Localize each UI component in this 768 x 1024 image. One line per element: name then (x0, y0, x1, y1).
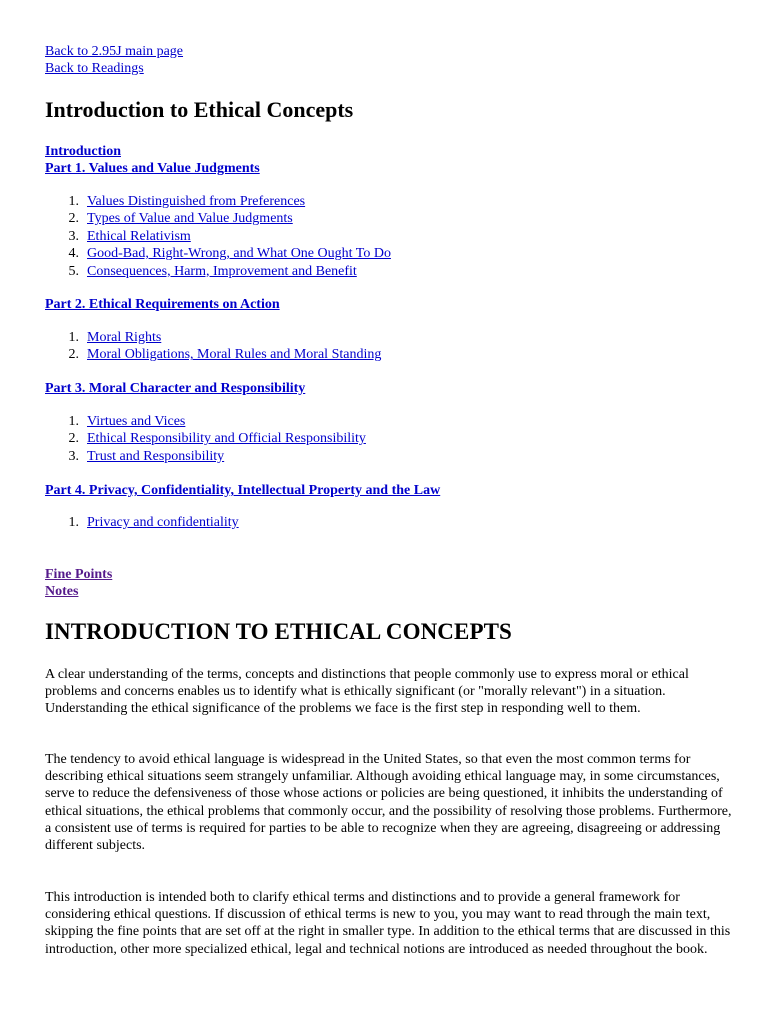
list-item: 4. Good-Bad, Right-Wrong, and What One Ought To Do (68, 246, 391, 262)
article-paragraph-1: A clear understanding of the terms, concepts and distinctions that people commonly use to express moral or ethical problems and concerns enables us to identify what is ethically significant (or "morally relevant") in a situation. Understanding the ethical significance of the problems we face is the first step in responding well to them. (45, 667, 689, 717)
toc-title: Introduction to Ethical Concepts (45, 97, 354, 122)
toc-link-moral-rights[interactable]: Moral Rights (87, 330, 162, 345)
list-item: 1. Virtues and Vices (68, 414, 186, 429)
list-item: 2. Ethical Responsibility and Official Responsibility (68, 431, 366, 447)
toc-link-ethical-responsibility[interactable]: Ethical Responsibility and Official Responsibility (87, 431, 366, 447)
list-item: 1. Privacy and confidentiality (68, 515, 239, 530)
toc-part3-list (45, 413, 366, 465)
toc-part1-list (45, 193, 391, 280)
notes-link[interactable]: Notes (45, 584, 79, 599)
toc-part4-list (45, 514, 239, 531)
toc-link-good-bad[interactable]: Good-Bad, Right-Wrong, and What One Ought To Do (87, 246, 391, 262)
toc-link-part4[interactable]: Part 4. Privacy, Confidentiality, Intellectual Property and the Law (45, 483, 441, 498)
toc-link-values-preferences[interactable]: Values Distinguished from Preferences (87, 194, 306, 209)
toc-link-consequences[interactable]: Consequences, Harm, Improvement and Benefit (87, 263, 357, 279)
toc-link-moral-obligations[interactable]: Moral Obligations, Moral Rules and Moral Standing (87, 347, 382, 363)
list-item: 1. Moral Rights (68, 330, 162, 345)
list-item: 5. Consequences, Harm, Improvement and Benefit (68, 263, 357, 279)
toc-link-ethical-relativism[interactable]: Ethical Relativism (87, 228, 191, 244)
list-item: 2. Types of Value and Value Judgments (68, 211, 293, 227)
toc-link-part3[interactable]: Part 3. Moral Character and Responsibility (45, 381, 306, 396)
toc-part2-list (45, 329, 381, 364)
list-item: 3. Trust and Responsibility (68, 448, 225, 464)
list-item: 1. Values Distinguished from Preferences (68, 194, 306, 209)
toc-link-trust-responsibility[interactable]: Trust and Responsibility (87, 448, 225, 464)
back-to-readings-link[interactable]: Back to Readings (45, 61, 144, 76)
back-to-main-page-link[interactable]: Back to 2.95J main page (45, 44, 184, 59)
toc-link-privacy[interactable]: Privacy and confidentiality (87, 515, 239, 530)
article-paragraph-3: This introduction is intended both to clarify ethical terms and distinctions and to provide a general framework for considering ethical questions. If discussion of ethical terms is new to you, you may want to read through the main text, skipping the fine points that are set off at the right in smaller type. In addition to the ethical terms that are discussed in this introduction, other more specialized ethical, legal and technical notions are introduced as needed throughout the book. (45, 890, 731, 957)
toc-link-virtues-vices[interactable]: Virtues and Vices (87, 414, 186, 429)
fine-points-link[interactable]: Fine Points (45, 567, 113, 582)
list-item: 2. Moral Obligations, Moral Rules and Moral Standing (68, 347, 382, 363)
list-item: 3. Ethical Relativism (68, 228, 191, 244)
toc-link-types-of-value[interactable]: Types of Value and Value Judgments (87, 211, 293, 227)
toc-link-part1[interactable]: Part 1. Values and Value Judgments (45, 161, 260, 176)
toc-link-part2[interactable]: Part 2. Ethical Requirements on Action (45, 297, 280, 312)
article-heading: INTRODUCTION TO ETHICAL CONCEPTS (45, 619, 512, 644)
article-paragraph-2: The tendency to avoid ethical language is widespread in the United States, so that even the most common terms for describing ethical situations seem strangely unfamiliar. Although avoiding ethical language may, in some circumstances, serve to reduce the defensiveness of those whose actions or policies are being questioned, it inhibits the understanding of ethical situations, the ethical problems that commonly occur, and the possibility of resolving those problems. Furthermore, a consistent use of terms is required for parties to be able to recognize when they are agreeing, disagreeing or addressing different subjects. (45, 752, 732, 854)
toc-link-introduction[interactable]: Introduction (45, 144, 121, 159)
